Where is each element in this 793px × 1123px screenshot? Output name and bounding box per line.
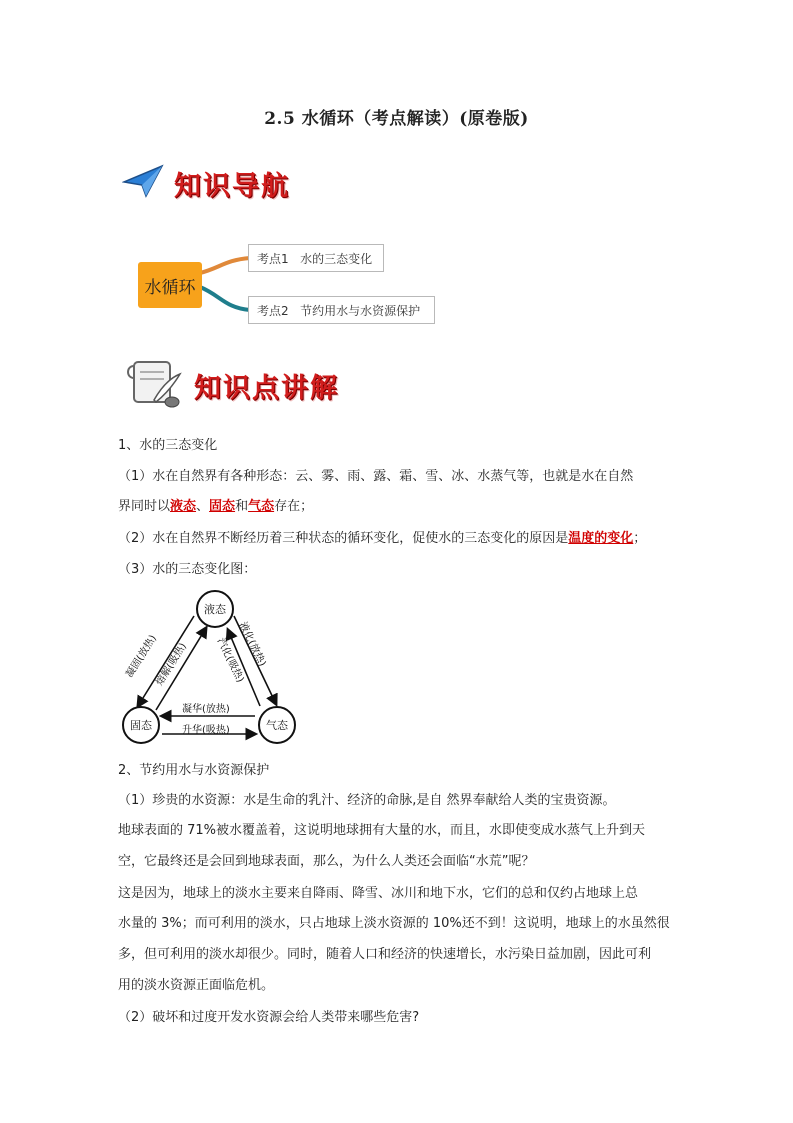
section2-line: （2）破坏和过度开发水资源会给人类带来哪些危害? xyxy=(118,1010,420,1025)
section2-line: 空，它最终还是会回到地球表面，那么，为什么人类还会面临“水荒”呢？ xyxy=(118,854,535,869)
section2-heading: 2、节约用水与水资源保护 xyxy=(118,763,270,778)
page-title: 2.5 水循环（考点解读）(原卷版) xyxy=(264,109,529,129)
mindmap-branch-1: 考点1 水的三态变化 xyxy=(248,244,384,272)
paper-plane-icon xyxy=(122,164,166,198)
section2-line: 地球表面的 71%被水覆盖着，这说明地球拥有大量的水，而且，水即使变成水蒸气上升到天 xyxy=(118,823,646,838)
highlight-liquid: 液态 xyxy=(170,499,197,514)
scroll-quill-icon xyxy=(124,356,184,410)
three-state-diagram xyxy=(110,586,310,750)
nav-banner-text: 知识导航 xyxy=(174,171,290,202)
highlight-solid: 固态 xyxy=(209,499,236,514)
text-segment: ； xyxy=(633,531,647,546)
label-condense: 液化(放热) xyxy=(236,620,268,669)
section2-line: 多，但可利用的淡水却很少。同时，随着人口和经济的快速增长，水污染日益加剧，因此可利 xyxy=(118,947,652,962)
section2-line: 水量的 3%；而可利用的淡水，只占地球上淡水资源的 10%还不到！这说明，地球上的水虽然很 xyxy=(118,916,670,931)
label-melt: 熔解(吸热) xyxy=(154,641,189,688)
text-segment: 存在； xyxy=(274,499,314,514)
text-segment: 、 xyxy=(196,499,210,514)
highlight-temperature: 温度的变化 xyxy=(568,531,634,546)
section2-line: 这是因为，地球上的淡水主要来自降雨、降雪、冰川和地下水，它们的总和仅约占地球上总 xyxy=(118,886,639,901)
label-deposition: 凝华(放热) xyxy=(182,704,230,715)
nav-banner xyxy=(122,162,302,202)
points-banner xyxy=(124,352,364,412)
section2-line: 用的淡水资源正面临危机。 xyxy=(118,978,275,993)
label-freeze: 凝固(放热) xyxy=(124,633,159,680)
text-segment: 界同时以 xyxy=(118,499,171,514)
section1-p2 xyxy=(118,530,646,548)
state-liquid: 液态 xyxy=(196,590,234,628)
mindmap-branch-2: 考点2 节约用水与水资源保护 xyxy=(248,296,435,324)
text-segment: 和 xyxy=(235,499,249,514)
state-solid: 固态 xyxy=(122,706,160,744)
section1-p3: （3）水的三态变化图： xyxy=(118,562,257,577)
connector-branch1 xyxy=(200,258,250,273)
mindmap-root: 水循环 xyxy=(138,262,202,308)
highlight-gas: 气态 xyxy=(248,499,275,514)
state-gas: 气态 xyxy=(258,706,296,744)
label-sublimation: 升华(吸热) xyxy=(182,725,230,736)
section1-p1-line2 xyxy=(118,498,313,516)
section1-p1-line1: （1）水在自然界有各种形态：云、雾、雨、露、霜、雪、冰、水蒸气等，也就是水在自然 xyxy=(118,469,634,484)
connector-branch2 xyxy=(200,287,250,310)
section2-line: （1）珍贵的水资源：水是生命的乳汁、经济的命脉,是自 然界奉献给人类的宝贵资源。 xyxy=(118,793,616,808)
points-banner-text: 知识点讲解 xyxy=(194,373,339,404)
text-segment: （2）水在自然界不断经历着三种状态的循环变化，促使水的三态变化的原因是 xyxy=(118,531,569,546)
section1-heading: 1、水的三态变化 xyxy=(118,438,218,453)
label-vaporize: 汽化(吸热) xyxy=(214,636,246,685)
